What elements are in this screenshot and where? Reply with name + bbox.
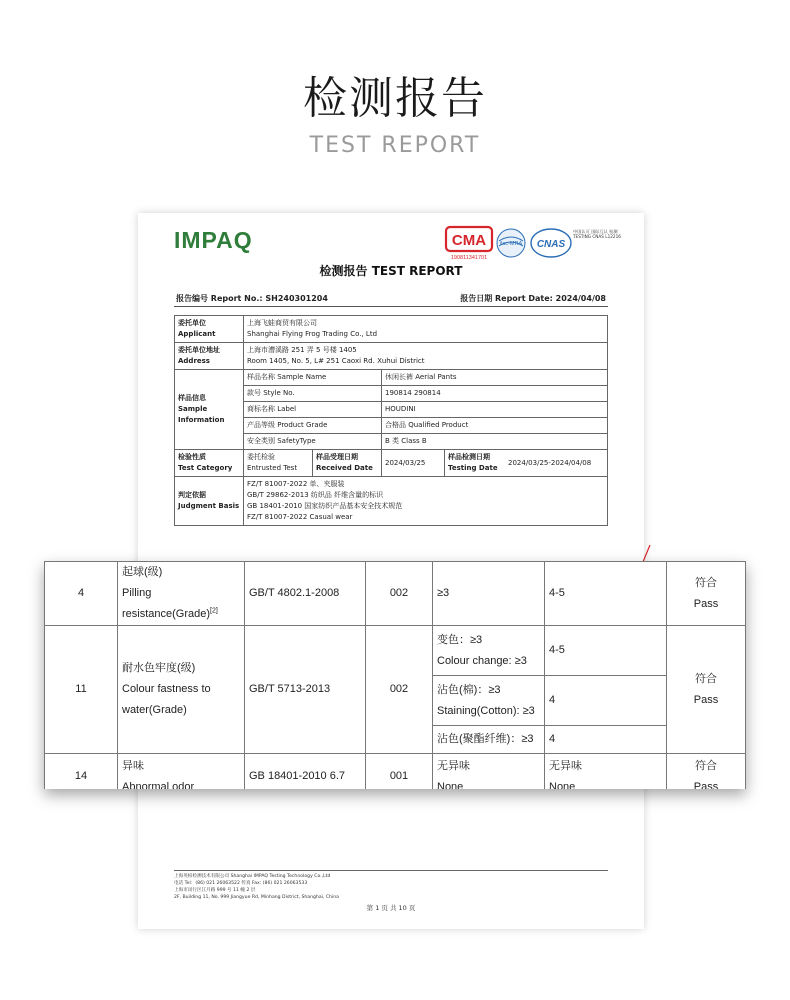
cma-text: CMA [451,232,487,249]
page-number: 第 1 页 共 10 页 [366,904,416,912]
table-row: 委托单位地址 Address 上海市漕溪路 251 弄 5 号楼 1405 Room 1405, No. 5, L# 251 Caoxi Rd. Xuhui District [175,343,608,370]
cma-mark-icon [446,227,492,261]
results-table [44,561,746,789]
table-row: 检验性质 Test Category 委托检验 Entrusted Test 样品受理日期 Received Date 2024/03/25 样品检测日期 Testing Date 2024/03/25-2024/04/08 [175,450,608,477]
cnas-text: CNAS [536,239,566,250]
results-zoom-panel [44,561,746,789]
table-row: 沾色(棉)：≥3 Staining(Cotton): ≥3 4 [45,676,746,726]
report-title: 检测报告 TEST REPORT [319,264,463,278]
impaq-logo: IMPAQ [174,227,253,253]
info-table [174,315,608,526]
table-row: 样品信息 Sample Information 样品名称 Sample Name 休闲长裤 Aerial Pants [175,370,608,386]
table-row: 委托单位 Applicant 上海飞蛙商贸有限公司 Shanghai Flying Frog Trading Co., Ltd [175,316,608,343]
page-subtitle: TEST REPORT [309,133,481,158]
cma-number: 190811341701 [450,255,488,261]
cnas-icon [531,229,571,257]
table-row: 产品等级 Product Grade 合格品 Qualified Product [175,418,608,434]
divider [174,306,608,307]
report-footer: 上海英柏检测技术有限公司 Shanghai IMPAQ Testing Technology Co.,Ltd 电话 Tel：(86) 021 26063522 传真 Fax: (86) 021 26063533 上海市闵行区江月路 999 号 11 幢 2 层 2F, Building 11, No. 999 Jiangyue Rd, Minhang District, Shanghai, China [174,870,608,901]
certification-marks [438,223,638,263]
table-row: 沾色(聚酯纤维)：≥3 4 [45,726,746,754]
table-row: 14 异味 Abnormal odor GB 18401-2010 6.7 001 无异味 None 无异味 None 符合 Pass [45,754,746,790]
page-title: 检测报告 [303,73,487,124]
ilac-mra-icon [497,229,525,257]
report-date: 报告日期 Report Date: 2024/04/08 [460,294,606,303]
report-number: 报告编号 Report No.: SH240301204 [176,294,328,303]
table-row: 判定依据 Judgment Basis FZ/T 81007-2022 单、夹服装 GB/T 29862-2013 纺织品 纤维含量的标识 GB 18401-2010 国家纺织产品基本安全技术规范 FZ/T 81007-2022 Casual wear [175,477,608,526]
table-row: 4 起球(级) Pilling resistance(Grade)[2] GB/T 4802.1-2008 002 ≥3 4-5 符合 Pass [45,562,746,626]
cnas-caption: 中国认可 国际互认 检测 TESTING CNAS L12216 [573,229,621,239]
table-row: 11 耐水色牢度(级) Colour fastness to water(Grade) GB/T 5713-2013 002 变色：≥3 Colour change: ≥3 4-5 符合 Pass [45,626,746,676]
table-row: 安全类别 SafetyType B 类 Class B [175,434,608,450]
table-row: 商标名称 Label HOUDINI [175,402,608,418]
table-row: 款号 Style No. 190814 290814 [175,386,608,402]
ilac-text: ilac-MRA [499,241,523,247]
